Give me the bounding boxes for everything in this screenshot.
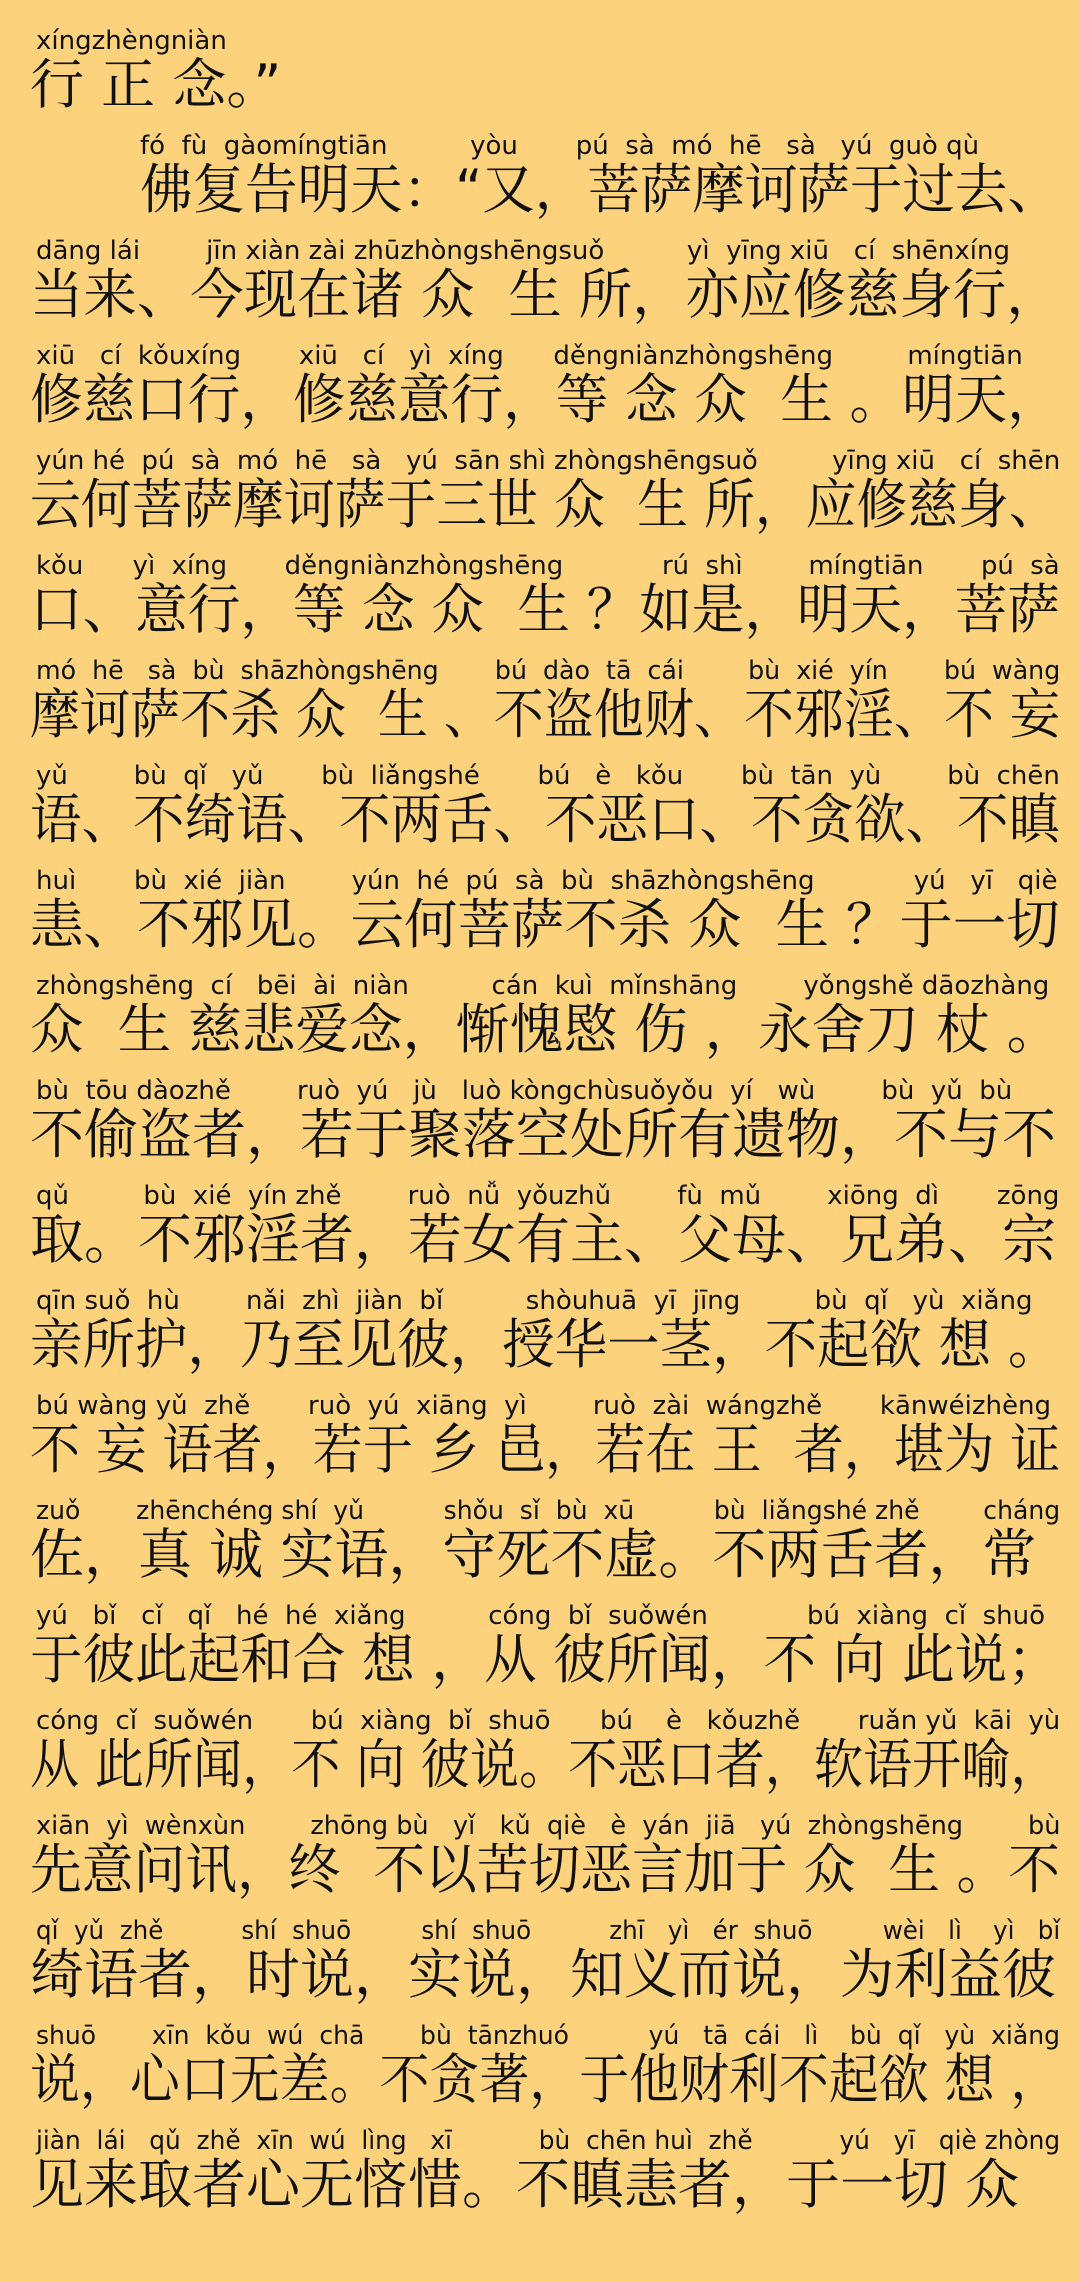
pinyin-row: jiàn lái qǔ zhě xīn wú lìng xī bù chēn huì zhě yú yī qiè zhòng	[36, 2126, 1061, 2156]
pinyin-row: bú wàng yǔ zhě ruò yú xiāng yì ruò zài wángzhě kānwéizhèng	[36, 1391, 1051, 1421]
hanzi-row: 取。不邪淫者，若女有主、父母、兄弟、宗	[30, 1208, 1056, 1271]
pinyin-row: yú bǐ cǐ qǐ hé hé xiǎng cóng bǐ suǒwén bú xiàng cǐ shuō	[36, 1601, 1046, 1631]
hanzi-row: 云何菩萨摩诃萨于三世 众 生 所，应修慈身、	[30, 473, 1060, 536]
hanzi-row: 当来、今现在诸 众 生 所，亦应修慈身行，	[30, 263, 1060, 326]
hanzi-row: 行 正 念。”	[30, 53, 282, 116]
pinyin-row: qǐ yǔ zhě shí shuō shí shuō zhī yì ér shuō wèi lì yì bǐ	[36, 1916, 1061, 1946]
hanzi-row: 不偷盗者，若于聚落空处所有遗物，不与不	[30, 1103, 1056, 1166]
hanzi-row: 从 此所闻，不 向 彼说。不恶口者，软语开喻，	[30, 1733, 1060, 1796]
pinyin-row: kǒu yì xíng děngniànzhòngshēng rú shì míngtiān pú sà	[36, 551, 1060, 581]
pinyin-row: xiū cí kǒuxíng xiū cí yì xíng děngniànzhòngshēng míngtiān	[36, 341, 1023, 371]
pinyin-row: huì bù xié jiàn yún hé pú sà bù shāzhòngshēng yú yī qiè	[36, 866, 1058, 896]
pinyin-row: xiān yì wènxùn zhōng bù yǐ kǔ qiè è yán jiā yú zhòngshēng bù	[36, 1811, 1061, 1841]
hanzi-row: 于彼此起和合 想 ，从 彼所闻，不 向 此说；	[30, 1628, 1060, 1691]
pinyin-row: mó hē sà bù shāzhòngshēng bú dào tā cái bù xié yín bú wàng	[36, 656, 1061, 686]
hanzi-row: 亲所护，乃至见彼，授华一茎，不起欲 想 。	[30, 1313, 1061, 1376]
pinyin-row: qǔ bù xié yín zhě ruò nǚ yǒuzhǔ fù mǔ xiōng dì zōng	[36, 1181, 1060, 1211]
pinyin-row: shuō xīn kǒu wú chā bù tānzhuó yú tā cái lì bù qǐ yù xiǎng	[36, 2021, 1060, 2051]
hanzi-row: 语、不绮语、不两舌、不恶口、不贪欲、不瞋	[30, 788, 1060, 851]
pinyin-row: zhòngshēng cí bēi ài niàn cán kuì mǐnshāng yǒngshě dāozhàng	[36, 971, 1050, 1001]
hanzi-row: 佛复告明天：“又，菩萨摩诃萨于过去、	[140, 158, 1060, 221]
pinyin-row: qīn suǒ hù nǎi zhì jiàn bǐ shòuhuā yī jīng bù qǐ yù xiǎng	[36, 1286, 1033, 1316]
pinyin-row: yǔ bù qǐ yǔ bù liǎngshé bú è kǒu bù tān yù bù chēn	[36, 761, 1060, 791]
hanzi-row: 先意问讯，终 不以苦切恶言加于 众 生 。不	[30, 1838, 1060, 1901]
hanzi-row: 不 妄 语者，若于 乡 邑，若在 王 者，堪为 证	[30, 1418, 1061, 1481]
hanzi-row: 摩诃萨不杀 众 生 、不盗他财、不邪淫、不 妄	[30, 683, 1060, 746]
hanzi-row: 修慈口行，修慈意行，等 念 众 生 。明天，	[30, 368, 1060, 431]
hanzi-row: 说，心口无差。不贪著，于他财利不起欲 想 ，	[30, 2048, 1061, 2111]
pinyin-row: bù tōu dàozhě ruò yú jù luò kòngchùsuǒyǒu yí wù bù yǔ bù	[36, 1076, 1013, 1106]
pinyin-row: zuǒ zhēnchéng shí yǔ shǒu sǐ bù xū bù liǎngshé zhě cháng	[36, 1496, 1061, 1526]
pinyin-row: dāng lái jīn xiàn zài zhūzhòngshēngsuǒ yì yīng xiū cí shēnxíng	[36, 236, 1010, 266]
hanzi-row: 恚、不邪见。云何菩萨不杀 众 生 ？于一切	[30, 893, 1060, 956]
hanzi-row: 口、意行，等 念 众 生 ？如是，明天，菩萨	[30, 578, 1060, 641]
hanzi-row: 见来取者心无悋惜。不瞋恚者，于一切 众	[30, 2153, 1020, 2216]
pinyin-row: fó fù gàomíngtiān yòu pú sà mó hē sà yú guò qù	[140, 131, 980, 161]
hanzi-row: 佐，真 诚 实语，守死不虚。不两舌者，常	[30, 1523, 1037, 1586]
hanzi-row: 众 生 慈悲爱念，惭愧愍 伤 ，永舍刀 杖 。	[30, 998, 1061, 1061]
pinyin-row: yún hé pú sà mó hē sà yú sān shì zhòngshēngsuǒ yīng xiū cí shēn	[36, 446, 1061, 476]
pinyin-row: xíngzhèngniàn	[36, 26, 227, 56]
hanzi-row: 绮语者，时说，实说，知义而说，为利益彼	[30, 1943, 1056, 2006]
pinyin-row: cóng cǐ suǒwén bú xiàng bǐ shuō bú è kǒuzhě ruǎn yǔ kāi yù	[36, 1706, 1061, 1736]
